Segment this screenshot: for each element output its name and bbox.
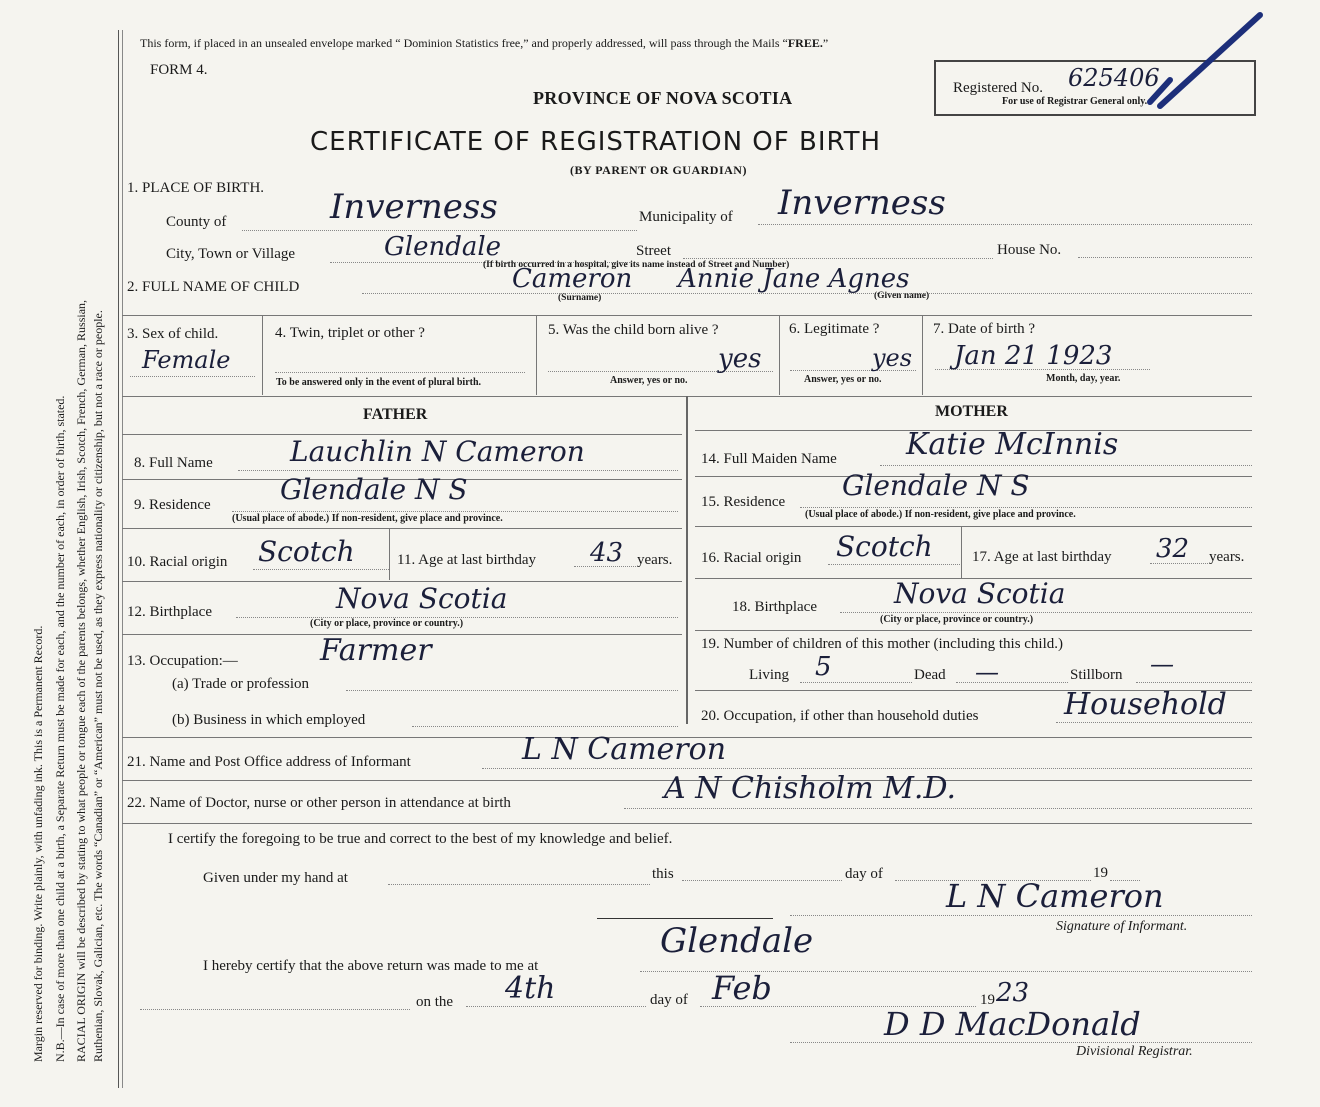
legitimate-label: 6. Legitimate ? [789,321,880,337]
father-residence-caption: (Usual place of abode.) If non-resident, give place and province. [232,513,503,524]
registrar-left-line [140,1009,410,1010]
mother-racial-line [828,564,960,565]
registrar-day-of-label: day of [650,992,688,1008]
sex-value: Female [142,346,231,374]
place-of-birth-label: 1. PLACE OF BIRTH. [127,180,265,196]
father-occupation-value: Farmer [320,633,432,668]
this-day-line [682,880,842,881]
father-business-label: (b) Business in which employed [172,712,366,728]
page-title: CERTIFICATE OF REGISTRATION OF BIRTH [310,127,882,157]
informant-label: 21. Name and Post Office address of Informant [127,754,411,770]
on-the-label: on the [416,994,454,1010]
mother-age-label: 17. Age at last birthday [972,549,1112,565]
hospital-note: (If birth occurred in a hospital, give its name instead of Street and Number) [483,260,790,270]
divider [695,526,1252,527]
postal-note: This form, if placed in an unsealed envelope marked “ Dominion Statistics free,” and properly addressed, will pass through the Mails “FREE.” [140,36,829,50]
father-racial-label: 10. Racial origin [127,554,228,570]
city-value: Glendale [384,232,502,262]
mother-age-value: 32 [1156,534,1190,564]
father-age-label: 11. Age at last birthday [397,552,536,568]
given-place-line [388,884,650,885]
county-label: County of [166,214,227,230]
registrar-use-note: For use of Registrar General only. [1002,96,1148,107]
dead-label: Dead [914,667,946,683]
short-rule [597,918,773,919]
informant-signature: L N Cameron [946,877,1164,915]
living-value: 5 [815,652,832,682]
father-racial-value: Scotch [258,535,355,568]
father-name-value: Lauchlin N Cameron [290,435,585,468]
doctor-value: A N Chisholm M.D. [664,771,956,806]
registered-label: Registered No. [953,80,1043,96]
date-of-birth-caption: Month, day, year. [1046,373,1121,384]
house-line [1078,257,1252,258]
father-age-value: 43 [590,538,624,568]
given-name-caption: (Given name) [874,291,930,301]
father-trade-line [346,690,678,691]
legitimate-caption: Answer, yes or no. [804,374,882,385]
stillborn-line [1136,682,1252,683]
check-mark-icon [1140,10,1270,110]
municipality-label: Municipality of [639,209,733,225]
alive-value: yes [718,344,762,374]
registrar-signature: D D MacDonald [884,1005,1141,1043]
margin-note-racial-origin: RACIAL ORIGIN will be described by stating to what people or tongue each of the parents belongs, whether English, Irish, Scotch, French, German, Russian, [74,299,88,1062]
street-label: Street [636,243,671,259]
mother-name-line [880,465,1252,466]
this-label: this [652,866,674,882]
divider [779,315,780,395]
father-residence-label: 9. Residence [134,497,211,513]
mother-occupation-value: Household [1064,687,1227,722]
registrar-month-value: Feb [712,969,772,1007]
father-name-line [238,470,678,471]
divider [695,630,1252,631]
father-birthplace-caption: (City or place, province or country.) [310,618,464,629]
informant-line [482,768,1252,769]
mother-birthplace-caption: (City or place, province or country.) [880,614,1034,625]
registrar-caption: Divisional Registrar. [1076,1044,1193,1059]
mother-occupation-label: 20. Occupation, if other than household duties [701,708,979,724]
county-value: Inverness [330,187,498,227]
registrar-place-value: Glendale [660,921,814,961]
informant-value: L N Cameron [522,732,727,767]
dead-line [956,682,1068,683]
father-birthplace-value: Nova Scotia [336,582,508,615]
child-surname-value: Cameron [512,264,633,294]
father-trade-label: (a) Trade or profession [172,676,310,692]
margin-note-racial-origin-cont: Ruthenian, Slovak, Galician, etc. The words “Canadian” or “American” must not be used, as they express nationality or citizenship, but not a race or people. [91,310,105,1062]
city-label: City, Town or Village [166,246,296,262]
mother-occupation-line [1056,722,1252,723]
doctor-label: 22. Name of Doctor, nurse or other person in attendance at birth [127,795,511,811]
registrar-year-value: 23 [996,978,1030,1008]
sex-line [130,376,255,377]
alive-caption: Answer, yes or no. [610,375,688,386]
given-year-prefix: 19 [1093,865,1108,881]
registrar-day-line [466,1006,646,1007]
father-heading: FATHER [363,406,428,423]
date-of-birth-label: 7. Date of birth ? [933,321,1036,337]
stillborn-value: — [1150,650,1174,678]
twin-note: To be answered only in the event of plural birth. [276,377,482,388]
mother-residence-label: 15. Residence [701,494,786,510]
father-occupation-label: 13. Occupation:— [127,653,238,669]
twin-label: 4. Twin, triplet or other ? [275,325,425,341]
registrar-year-prefix: 19 [980,992,995,1008]
informant-signature-line [790,915,1252,916]
mother-heading: MOTHER [935,403,1008,420]
mother-name-value: Katie McInnis [906,427,1119,462]
county-line [242,230,637,231]
father-birthplace-label: 12. Birthplace [127,604,212,620]
province-heading: PROVINCE OF NOVA SCOTIA [533,88,793,108]
surname-caption: (Surname) [558,293,602,303]
margin-note-multiple-births: N.B.—In case of more than one child at a birth, a Separate Return must be made for each, and the number of each, in order of birth, stated. [53,395,67,1062]
divider [262,315,263,395]
binding-margin-line-2 [122,30,123,1088]
child-name-label: 2. FULL NAME OF CHILD [127,279,300,295]
divider [961,526,962,578]
divider [922,315,923,395]
registered-number: 625406 [1068,64,1160,92]
given-day-of-label: day of [845,866,883,882]
page-subtitle: (BY PARENT OR GUARDIAN) [570,163,747,177]
father-racial-line [253,569,389,570]
municipality-value: Inverness [778,183,946,223]
mother-residence-line [800,507,1252,508]
father-name-label: 8. Full Name [134,455,213,471]
divider [122,528,682,529]
divider [536,315,537,395]
mother-residence-value: Glendale N S [842,469,1030,502]
date-of-birth-value: Jan 21 1923 [954,341,1113,371]
twin-line [275,372,525,373]
dead-value: — [975,658,999,686]
legitimate-value: yes [872,344,913,372]
divider [389,528,390,580]
mother-birthplace-line [840,612,1252,613]
margin-note-binding: Margin reserved for binding. Write plainly, with unfading ink. This is a Permanent Record. [31,625,45,1062]
informant-signature-caption: Signature of Informant. [1056,919,1188,934]
given-under-hand-label: Given under my hand at [203,870,348,886]
mother-years-label: years. [1209,549,1245,565]
doctor-line [624,808,1252,809]
mother-birthplace-label: 18. Birthplace [732,599,817,615]
mother-racial-label: 16. Racial origin [701,550,802,566]
sex-label: 3. Sex of child. [127,326,219,342]
father-residence-value: Glendale N S [280,473,468,506]
street-line [683,258,993,259]
mother-residence-caption: (Usual place of abode.) If non-resident, give place and province. [805,509,1076,520]
father-business-line [412,726,678,727]
alive-label: 5. Was the child born alive ? [548,322,719,338]
divider [122,315,1252,316]
father-years-label: years. [637,552,673,568]
binding-margin-line [118,30,119,1088]
divider [122,823,1252,824]
child-given-name-value: Annie Jane Agnes [678,264,910,294]
form-number: FORM 4. [150,62,208,78]
parents-center-divider [686,396,688,724]
living-label: Living [749,667,789,683]
mother-birthplace-value: Nova Scotia [894,577,1066,610]
certification-statement: I certify the foregoing to be true and correct to the best of my knowledge and belief. [168,831,673,847]
municipality-line [758,224,1252,225]
children-count-label: 19. Number of children of this mother (including this child.) [701,636,1064,652]
house-label: House No. [997,242,1062,258]
mother-racial-value: Scotch [836,530,933,563]
registrar-day-value: 4th [505,971,556,1006]
stillborn-label: Stillborn [1070,667,1123,683]
mother-name-label: 14. Full Maiden Name [701,451,837,467]
father-residence-line [232,511,678,512]
living-line [800,682,912,683]
registrar-statement: I hereby certify that the above return was made to me at [203,958,539,974]
